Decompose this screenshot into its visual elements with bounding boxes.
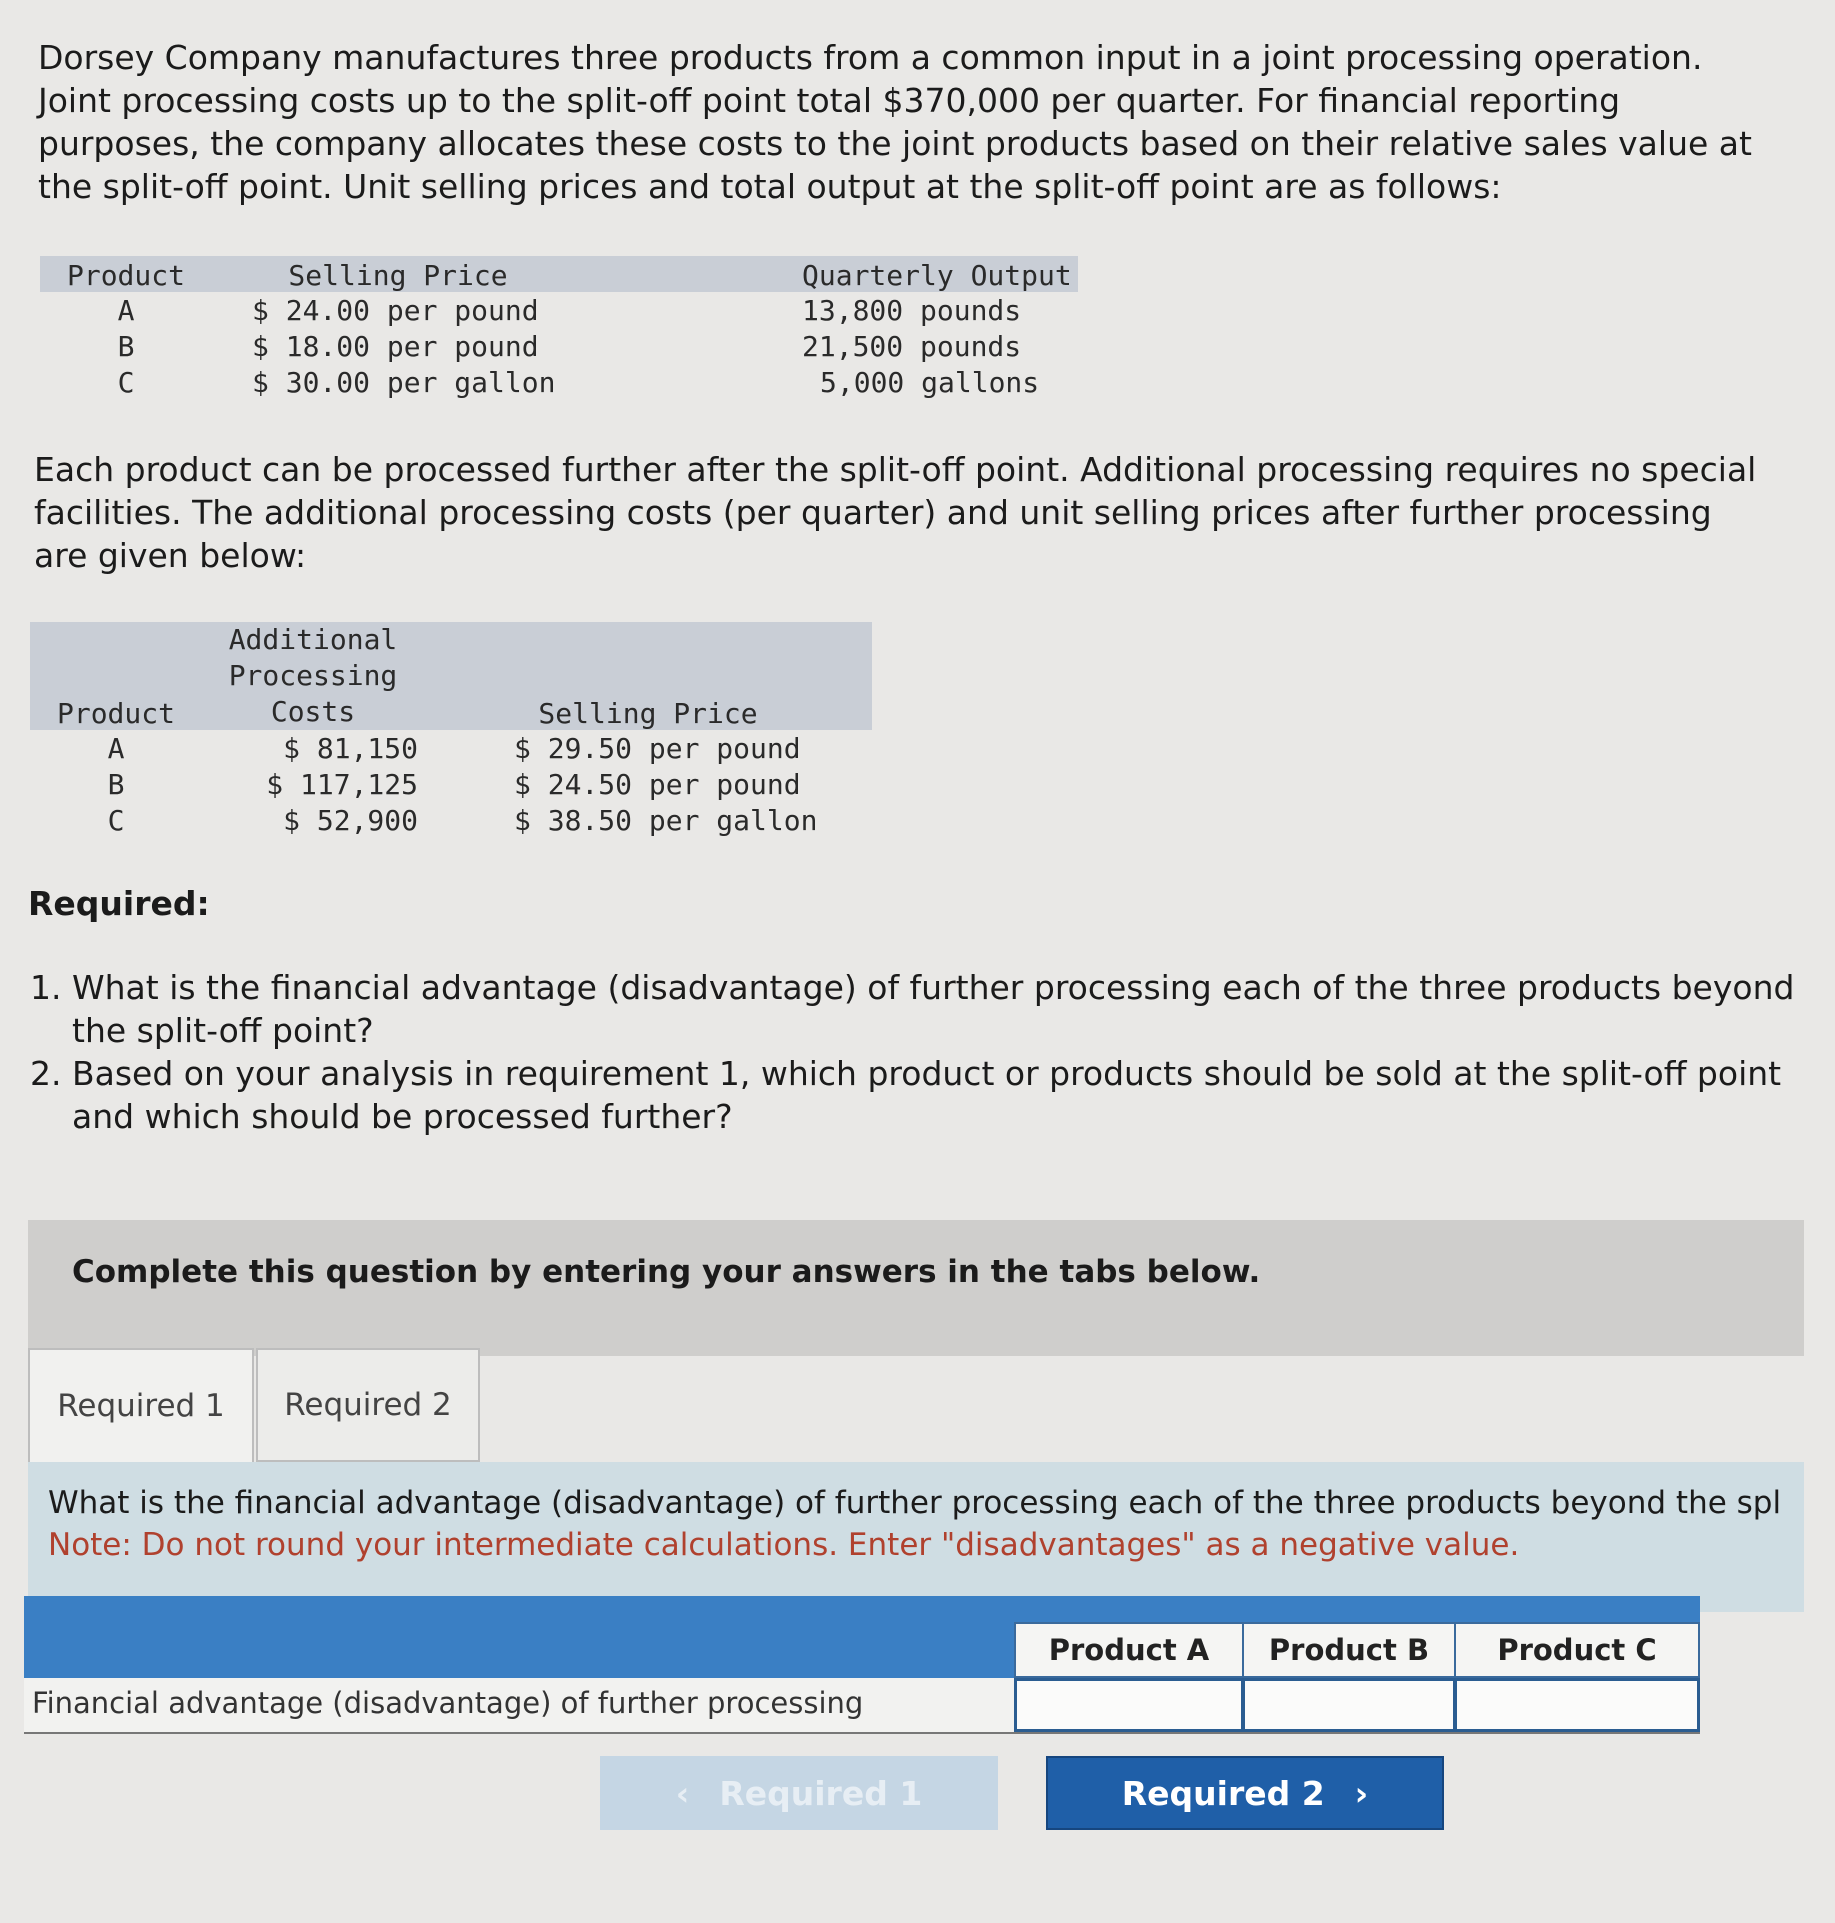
row-label: Financial advantage (disadvantage) of further processing [32,1686,864,1720]
col-selling-price: Selling Price [424,622,872,730]
answer-table [24,1596,1700,1734]
product-a-input[interactable] [1014,1678,1244,1732]
requirement-1: 1. What is the financial advantage (disadvantage) of further processing each of the three products beyond the split-off point? [72,966,1835,1052]
table-row [24,1678,1700,1734]
col-product-c: Product C [1454,1622,1700,1678]
next-button[interactable] [1046,1756,1444,1830]
further-processing-table [30,622,872,838]
tab-required-1[interactable]: Required 1 [28,1348,254,1462]
answer-table-header [24,1596,1700,1678]
requirement-2: 2. Based on your analysis in requirement 1, which product or products should be sold at the split-off point and which should be processed further? [72,1052,1835,1138]
table-row: B $ 18.00 per pound 21,500 pounds [117,329,1022,363]
col-additional-processing-costs: Additional Processing Costs [202,622,424,730]
product-c-input[interactable] [1454,1678,1700,1732]
col-product: Product [30,622,202,730]
split-off-table [40,256,1078,400]
prev-button[interactable] [600,1756,998,1830]
product-b-input[interactable] [1242,1678,1456,1732]
col-product-b: Product B [1242,1622,1456,1678]
instructions-banner [28,1220,1804,1356]
col-product-a: Product A [1014,1622,1244,1678]
table-row: B $ 117,125 $ 24.50 per pound [107,767,801,801]
prev-button-label: Required 1 [719,1773,923,1813]
tab-required-2[interactable]: Required 2 [256,1348,480,1462]
table-row: C $ 30.00 per gallon 5,000 gallons [117,365,1040,399]
question-panel [28,1462,1804,1612]
intro-paragraph: Dorsey Company manufactures three products from a common input in a joint processing operation. Joint processing costs up to the split-off point total $370,000 per quarter. For financial reporting purposes, the company allocates these costs to the joint products based on their relative sales value at the split-off point. Unit selling prices and total output at the split-off point are as follows: [38,38,1752,206]
chevron-left-icon: ‹ [675,1773,690,1813]
table-row: C $ 52,900 $ 38.50 per gallon [107,803,818,837]
chevron-right-icon: › [1354,1773,1369,1813]
next-button-label: Required 2 [1121,1773,1325,1813]
question-text: What is the financial advantage (disadvantage) of further processing each of the three products beyond the spl [48,1485,1782,1521]
required-heading: Required: [28,884,210,923]
further-processing-paragraph: Each product can be processed further after the split-off point. Additional processing requires no special facilities. The additional processing costs (per quarter) and unit selling prices after further processing are given below: [34,450,1757,575]
col-quarterly-output: Quarterly Output [796,256,1078,292]
note-text: Note: Do not round your intermediate calculations. Enter "disadvantages" as a negative value. [48,1527,1520,1563]
instructions-text: Complete this question by entering your answers in the tabs below. [72,1254,1261,1290]
requirements-list [30,966,1835,1138]
col-selling-price: Selling Price [212,256,584,292]
table-row: A $ 81,150 $ 29.50 per pound [107,731,801,765]
col-product: Product [40,256,212,292]
table-row: A $ 24.00 per pound 13,800 pounds [117,293,1022,327]
